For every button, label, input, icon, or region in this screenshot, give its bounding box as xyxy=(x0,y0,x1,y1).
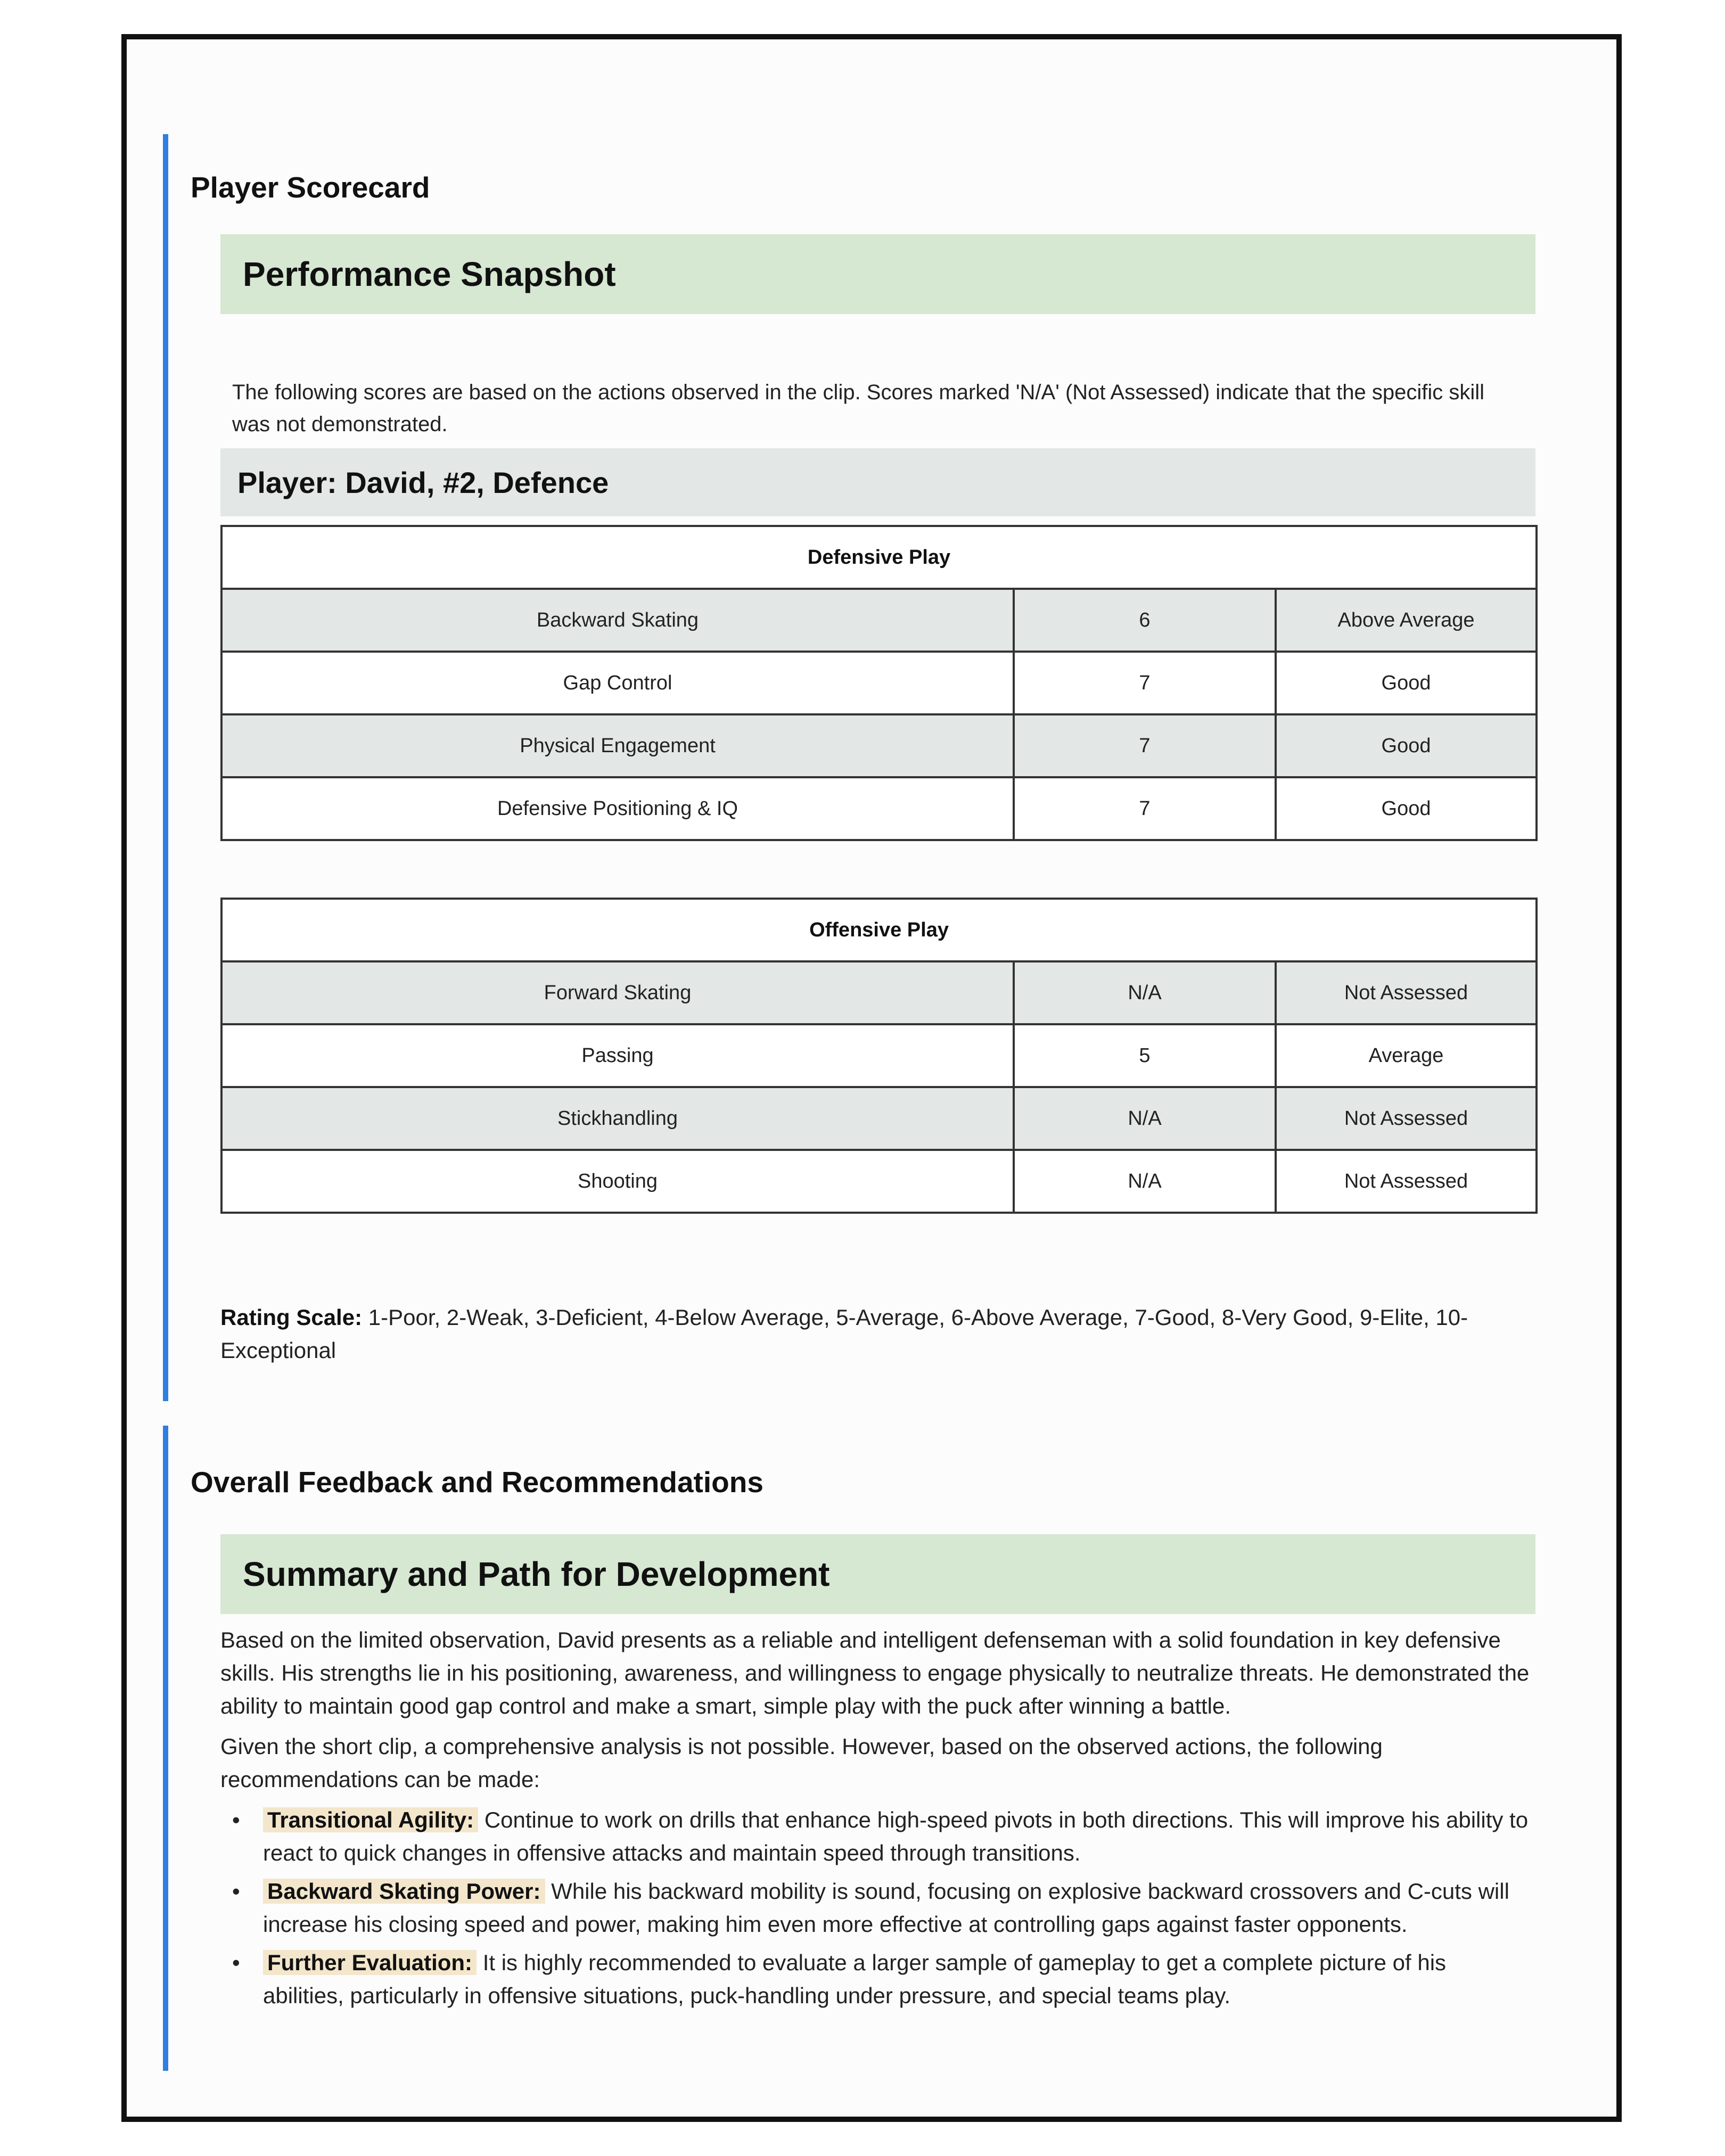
player-heading xyxy=(220,448,1535,516)
score-cell: N/A xyxy=(1014,1087,1276,1150)
summary-paragraph-2: Given the short clip, a comprehensive analysis is not possible. However, based on the observed actions, the following recommendations can be made: xyxy=(220,1734,1383,1792)
offensive-play-table xyxy=(220,898,1538,1214)
score-cell: 7 xyxy=(1014,714,1276,777)
recommendation-label: Backward Skating Power: xyxy=(263,1879,545,1904)
list-item xyxy=(220,1875,1530,1941)
rating-cell: Not Assessed xyxy=(1276,961,1537,1024)
table-row xyxy=(221,652,1537,714)
score-cell: 6 xyxy=(1014,589,1276,652)
recommendation-text: Continue to work on drills that enhance high-speed pivots in both directions. This will improve his ability to react to quick changes in offensive attacks and maintain speed through transitions. xyxy=(263,1807,1529,1865)
skill-cell: Backward Skating xyxy=(221,589,1014,652)
summary-heading-title: Summary and Path for Development xyxy=(243,1555,830,1593)
bullet-icon: • xyxy=(232,1950,240,1975)
defensive-play-heading: Defensive Play xyxy=(221,526,1537,589)
score-cell: 7 xyxy=(1014,652,1276,714)
rating-cell: Good xyxy=(1276,777,1537,840)
table-row xyxy=(221,1087,1537,1150)
summary-heading xyxy=(220,1534,1535,1614)
score-cell: N/A xyxy=(1014,961,1276,1024)
skill-cell: Stickhandling xyxy=(221,1087,1014,1150)
rating-cell: Above Average xyxy=(1276,589,1537,652)
rating-cell: Not Assessed xyxy=(1276,1150,1537,1213)
skill-cell: Passing xyxy=(221,1024,1014,1087)
rating-cell: Good xyxy=(1276,714,1537,777)
recommendations-list xyxy=(220,1804,1530,2012)
report-page xyxy=(121,34,1622,2122)
skill-cell: Physical Engagement xyxy=(221,714,1014,777)
score-cell: 7 xyxy=(1014,777,1276,840)
table-row xyxy=(221,1150,1537,1213)
bullet-icon: • xyxy=(232,1879,240,1904)
skill-cell: Gap Control xyxy=(221,652,1014,714)
recommendation-text: It is highly recommended to evaluate a larger sample of gameplay to get a complete picture of his abilities, particularly in offensive situations, puck-handling under pressure, and special teams play. xyxy=(263,1950,1447,2008)
rating-scale xyxy=(220,1301,1514,1367)
player-heading-title: Player: David, #2, Defence xyxy=(237,465,609,499)
skill-cell: Forward Skating xyxy=(221,961,1014,1024)
table-row xyxy=(221,777,1537,840)
overall-feedback-section xyxy=(163,1426,1611,2071)
score-cell: 5 xyxy=(1014,1024,1276,1087)
bullet-icon: • xyxy=(232,1807,240,1832)
skill-cell: Shooting xyxy=(221,1150,1014,1213)
rating-cell: Not Assessed xyxy=(1276,1087,1537,1150)
defensive-play-table xyxy=(220,525,1538,841)
summary-paragraph-1: Based on the limited observation, David presents as a reliable and intelligent defenseman with a solid foundation in key defensive skills. His strengths lie in his positioning, awareness, and willingness to engage physically to neutralize threats. He demonstrated the ability to maintain good gap control and make a smart, simple play with the puck after winning a battle. xyxy=(220,1627,1530,1718)
recommendation-label: Further Evaluation: xyxy=(263,1950,477,1975)
rating-cell: Good xyxy=(1276,652,1537,714)
recommendation-label: Transitional Agility: xyxy=(263,1807,478,1832)
list-item xyxy=(220,1804,1530,1870)
offensive-play-heading: Offensive Play xyxy=(221,899,1537,961)
table-row xyxy=(221,714,1537,777)
performance-snapshot-heading xyxy=(220,234,1535,314)
table-row xyxy=(221,1024,1537,1087)
skill-cell: Defensive Positioning & IQ xyxy=(221,777,1014,840)
table-row xyxy=(221,961,1537,1024)
table-row xyxy=(221,589,1537,652)
rating-cell: Average xyxy=(1276,1024,1537,1087)
summary-body xyxy=(220,1624,1530,2018)
performance-snapshot-title: Performance Snapshot xyxy=(243,255,616,293)
recommendation-text: While his backward mobility is sound, focusing on explosive backward crossovers and C-cuts will increase his closing speed and power, making him even more effective at controlling gaps against faster opponents. xyxy=(263,1879,1509,1937)
section-title-scorecard: Player Scorecard xyxy=(191,171,430,204)
section-title-feedback: Overall Feedback and Recommendations xyxy=(191,1466,763,1499)
player-scorecard-section xyxy=(163,134,1611,1401)
rating-scale-label: Rating Scale: xyxy=(220,1305,363,1330)
rating-scale-text: 1-Poor, 2-Weak, 3-Deficient, 4-Below Average, 5-Average, 6-Above Average, 7-Good, 8-Very Good, 9-Elite, 10-Exceptional xyxy=(220,1305,1468,1363)
scorecard-intro-text: The following scores are based on the actions observed in the clip. Scores marked 'N/A' (Not Assessed) indicate that the specific skill was not demonstrated. xyxy=(232,381,1484,436)
list-item xyxy=(220,1946,1530,2012)
score-cell: N/A xyxy=(1014,1150,1276,1213)
